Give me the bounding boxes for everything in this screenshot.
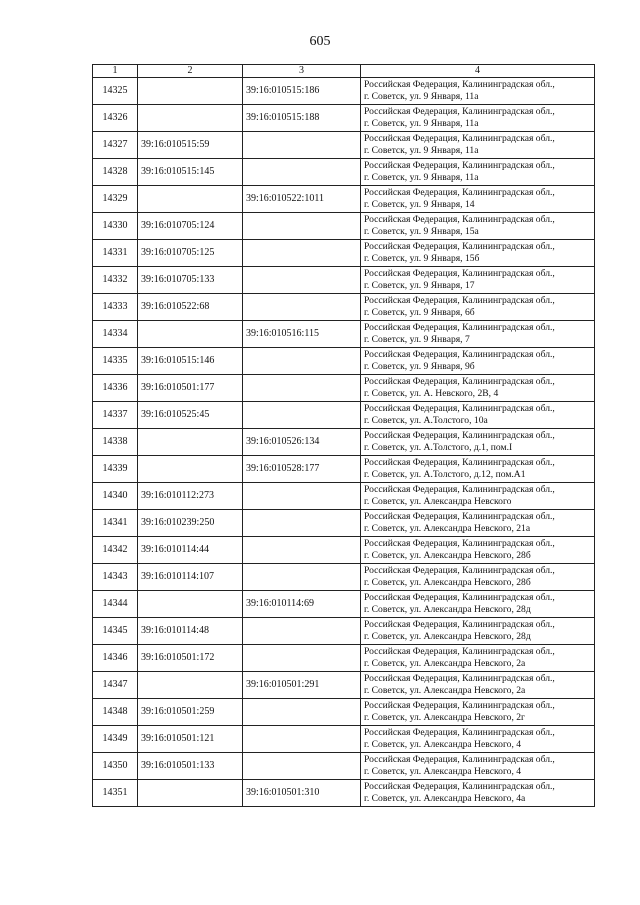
- table-row: [93, 483, 595, 510]
- address-cell: [361, 267, 595, 294]
- table-row: [93, 348, 595, 375]
- address-line-1: Российская Федерация, Калининградская обл.,: [364, 376, 555, 387]
- address-cell: [361, 672, 595, 699]
- cadastral-number-col2: [138, 429, 243, 456]
- cadastral-number-col3: [243, 726, 361, 753]
- cadastral-number-col2: 39:16:010114:48: [138, 618, 243, 645]
- page-number: 605: [309, 34, 331, 49]
- address-line-1: Российская Федерация, Калининградская обл.,: [364, 565, 555, 576]
- address-line-1: Российская Федерация, Калининградская обл.,: [364, 457, 555, 468]
- address-line-1: Российская Федерация, Калининградская обл.,: [364, 241, 555, 252]
- cadastral-number-col2: 39:16:010114:107: [138, 564, 243, 591]
- address-cell: [361, 618, 595, 645]
- address-line-1: Российская Федерация, Калининградская обл.,: [364, 754, 555, 765]
- address-cell: [361, 240, 595, 267]
- table-row: [93, 240, 595, 267]
- cadastral-number-col2: 39:16:010114:44: [138, 537, 243, 564]
- cadastral-number-col2: [138, 456, 243, 483]
- address-line-2: г. Советск, ул. Александра Невского, 21а: [364, 523, 531, 534]
- table-row: [93, 267, 595, 294]
- row-number: 14347: [93, 672, 138, 699]
- table-row: [93, 699, 595, 726]
- address-line-1: Российская Федерация, Калининградская обл.,: [364, 403, 555, 414]
- address-cell: [361, 348, 595, 375]
- address-line-1: Российская Федерация, Калининградская обл.,: [364, 214, 555, 225]
- cadastral-number-col3: 39:16:010114:69: [243, 591, 361, 618]
- address-line-2: г. Советск, ул. 9 Января, 11а: [364, 91, 479, 102]
- address-cell: [361, 375, 595, 402]
- cadastral-number-col3: [243, 564, 361, 591]
- cadastral-number-col2: 39:16:010501:259: [138, 699, 243, 726]
- header-row: [93, 65, 595, 78]
- address-line-2: г. Советск, ул. 9 Января, 7: [364, 334, 470, 345]
- address-line-1: Российская Федерация, Калининградская обл.,: [364, 430, 555, 441]
- row-number: 14338: [93, 429, 138, 456]
- cadastral-number-col2: 39:16:010515:59: [138, 132, 243, 159]
- cadastral-number-col2: 39:16:010525:45: [138, 402, 243, 429]
- row-number: 14339: [93, 456, 138, 483]
- row-number: 14349: [93, 726, 138, 753]
- cadastral-number-col2: [138, 186, 243, 213]
- cadastral-number-col2: 39:16:010705:125: [138, 240, 243, 267]
- address-line-2: г. Советск, ул. А.Толстого, 10а: [364, 415, 488, 426]
- column-header-4: 4: [361, 65, 595, 78]
- address-line-2: г. Советск, ул. 9 Января, 11а: [364, 118, 479, 129]
- table-row: [93, 591, 595, 618]
- table-row: [93, 726, 595, 753]
- address-cell: [361, 456, 595, 483]
- address-cell: [361, 591, 595, 618]
- cadastral-number-col2: 39:16:010239:250: [138, 510, 243, 537]
- address-cell: [361, 294, 595, 321]
- row-number: 14351: [93, 780, 138, 807]
- cadastral-number-col3: 39:16:010501:291: [243, 672, 361, 699]
- address-line-2: г. Советск, ул. Александра Невского, 4: [364, 739, 522, 750]
- address-cell: [361, 78, 595, 105]
- cadastral-number-col3: [243, 294, 361, 321]
- address-cell: [361, 132, 595, 159]
- row-number: 14327: [93, 132, 138, 159]
- cadastral-number-col2: [138, 672, 243, 699]
- address-line-2: г. Советск, ул. Александра Невского: [364, 496, 512, 507]
- address-cell: [361, 510, 595, 537]
- table-row: [93, 294, 595, 321]
- address-line-1: Российская Федерация, Калининградская обл.,: [364, 322, 555, 333]
- address-line-2: г. Советск, ул. Александра Невского, 4а: [364, 793, 526, 804]
- column-header-2: 2: [138, 65, 243, 78]
- table-row: [93, 105, 595, 132]
- row-number: 14348: [93, 699, 138, 726]
- address-line-2: г. Советск, ул. 9 Января, 14: [364, 199, 475, 210]
- table-row: [93, 429, 595, 456]
- table-row: [93, 321, 595, 348]
- address-line-2: г. Советск, ул. 9 Января, 11а: [364, 172, 479, 183]
- cadastral-number-col2: 39:16:010515:146: [138, 348, 243, 375]
- column-header-1: 1: [93, 65, 138, 78]
- address-cell: [361, 753, 595, 780]
- address-line-2: г. Советск, ул. 9 Января, 17: [364, 280, 475, 291]
- cadastral-number-col3: 39:16:010528:177: [243, 456, 361, 483]
- address-line-2: г. Советск, ул. 9 Января, 9б: [364, 361, 475, 372]
- address-cell: [361, 213, 595, 240]
- cadastral-number-col3: [243, 267, 361, 294]
- table-row: [93, 510, 595, 537]
- address-line-1: Российская Федерация, Калининградская обл.,: [364, 511, 555, 522]
- address-line-2: г. Советск, ул. Александра Невского, 2а: [364, 685, 526, 696]
- row-number: 14343: [93, 564, 138, 591]
- cadastral-number-col2: 39:16:010515:145: [138, 159, 243, 186]
- table-row: [93, 78, 595, 105]
- cadastral-number-col3: [243, 699, 361, 726]
- row-number: 14337: [93, 402, 138, 429]
- address-cell: [361, 699, 595, 726]
- address-line-1: Российская Федерация, Калининградская обл.,: [364, 781, 555, 792]
- address-cell: [361, 645, 595, 672]
- row-number: 14330: [93, 213, 138, 240]
- address-cell: [361, 483, 595, 510]
- row-number: 14329: [93, 186, 138, 213]
- cadastral-number-col2: 39:16:010705:133: [138, 267, 243, 294]
- cadastral-number-col3: 39:16:010516:115: [243, 321, 361, 348]
- cadastral-number-col3: [243, 240, 361, 267]
- table-row: [93, 672, 595, 699]
- address-line-1: Российская Федерация, Калининградская обл.,: [364, 187, 555, 198]
- row-number: 14344: [93, 591, 138, 618]
- table-row: [93, 645, 595, 672]
- address-line-1: Российская Федерация, Калининградская обл.,: [364, 106, 555, 117]
- address-line-1: Российская Федерация, Калининградская обл.,: [364, 727, 555, 738]
- cadastral-number-col3: [243, 645, 361, 672]
- row-number: 14335: [93, 348, 138, 375]
- table-row: [93, 186, 595, 213]
- table-row: [93, 753, 595, 780]
- cadastral-number-col2: [138, 321, 243, 348]
- address-cell: [361, 321, 595, 348]
- address-cell: [361, 726, 595, 753]
- cadastral-number-col3: [243, 510, 361, 537]
- cadastral-number-col2: [138, 78, 243, 105]
- address-line-2: г. Советск, ул. Александра Невского, 2а: [364, 658, 526, 669]
- cadastral-number-col3: [243, 375, 361, 402]
- cadastral-number-col3: [243, 402, 361, 429]
- row-number: 14345: [93, 618, 138, 645]
- table-row: [93, 402, 595, 429]
- address-line-2: г. Советск, ул. 9 Января, 6б: [364, 307, 475, 318]
- address-line-1: Российская Федерация, Калининградская обл.,: [364, 646, 555, 657]
- address-line-1: Российская Федерация, Калининградская обл.,: [364, 268, 555, 279]
- address-cell: [361, 186, 595, 213]
- cadastral-number-col2: 39:16:010501:133: [138, 753, 243, 780]
- cadastral-number-col3: [243, 483, 361, 510]
- address-line-1: Российская Федерация, Калининградская обл.,: [364, 295, 555, 306]
- cadastral-number-col3: 39:16:010501:310: [243, 780, 361, 807]
- register-table: [92, 64, 595, 807]
- address-line-1: Российская Федерация, Калининградская обл.,: [364, 700, 555, 711]
- cadastral-number-col3: [243, 753, 361, 780]
- row-number: 14331: [93, 240, 138, 267]
- address-line-2: г. Советск, ул. 9 Января, 15а: [364, 226, 479, 237]
- cadastral-number-col3: [243, 537, 361, 564]
- row-number: 14328: [93, 159, 138, 186]
- cadastral-number-col2: 39:16:010501:177: [138, 375, 243, 402]
- address-line-2: г. Советск, ул. Александра Невского, 28д: [364, 604, 531, 615]
- table-row: [93, 159, 595, 186]
- address-line-1: Российская Федерация, Калининградская обл.,: [364, 538, 555, 549]
- address-line-1: Российская Федерация, Калининградская обл.,: [364, 673, 555, 684]
- row-number: 14332: [93, 267, 138, 294]
- address-line-2: г. Советск, ул. Александра Невского, 4: [364, 766, 522, 777]
- address-line-2: г. Советск, ул. Александра Невского, 28д: [364, 631, 531, 642]
- address-line-2: г. Советск, ул. Александра Невского, 28б: [364, 550, 531, 561]
- row-number: 14341: [93, 510, 138, 537]
- cadastral-number-col3: [243, 213, 361, 240]
- cadastral-number-col3: 39:16:010522:1011: [243, 186, 361, 213]
- cadastral-number-col2: 39:16:010112:273: [138, 483, 243, 510]
- address-line-2: г. Советск, ул. А.Толстого, д.12, пом.А1: [364, 469, 526, 480]
- row-number: 14340: [93, 483, 138, 510]
- cadastral-number-col3: [243, 348, 361, 375]
- cadastral-number-col3: 39:16:010515:188: [243, 105, 361, 132]
- address-line-1: Российская Федерация, Калининградская обл.,: [364, 133, 555, 144]
- table-row: [93, 564, 595, 591]
- table-row: [93, 456, 595, 483]
- address-line-2: г. Советск, ул. 9 Января, 15б: [364, 253, 480, 264]
- row-number: 14333: [93, 294, 138, 321]
- address-line-1: Российская Федерация, Калининградская обл.,: [364, 79, 555, 90]
- cadastral-number-col2: [138, 591, 243, 618]
- address-line-1: Российская Федерация, Калининградская обл.,: [364, 592, 555, 603]
- table-row: [93, 780, 595, 807]
- table-row: [93, 132, 595, 159]
- address-line-2: г. Советск, ул. 9 Января, 11а: [364, 145, 479, 156]
- cadastral-number-col2: [138, 105, 243, 132]
- cadastral-number-col3: [243, 132, 361, 159]
- cadastral-number-col3: [243, 159, 361, 186]
- cadastral-number-col3: [243, 618, 361, 645]
- address-line-2: г. Советск, ул. А.Толстого, д.1, пом.I: [364, 442, 513, 453]
- row-number: 14336: [93, 375, 138, 402]
- address-line-2: г. Советск, ул. Александра Невского, 28б: [364, 577, 531, 588]
- row-number: 14334: [93, 321, 138, 348]
- table-row: [93, 375, 595, 402]
- row-number: 14325: [93, 78, 138, 105]
- address-line-1: Российская Федерация, Калининградская обл.,: [364, 160, 555, 171]
- cadastral-number-col2: 39:16:010705:124: [138, 213, 243, 240]
- table-body: [93, 78, 595, 807]
- address-cell: [361, 105, 595, 132]
- address-cell: [361, 564, 595, 591]
- address-line-1: Российская Федерация, Калининградская обл.,: [364, 484, 555, 495]
- row-number: 14326: [93, 105, 138, 132]
- row-number: 14346: [93, 645, 138, 672]
- cadastral-number-col3: 39:16:010515:186: [243, 78, 361, 105]
- address-cell: [361, 159, 595, 186]
- table-row: [93, 618, 595, 645]
- address-line-1: Российская Федерация, Калининградская обл.,: [364, 349, 555, 360]
- address-cell: [361, 537, 595, 564]
- cadastral-number-col2: 39:16:010522:68: [138, 294, 243, 321]
- row-number: 14350: [93, 753, 138, 780]
- row-number: 14342: [93, 537, 138, 564]
- table-row: [93, 537, 595, 564]
- cadastral-number-col2: 39:16:010501:121: [138, 726, 243, 753]
- address-cell: [361, 429, 595, 456]
- cadastral-number-col2: 39:16:010501:172: [138, 645, 243, 672]
- address-cell: [361, 402, 595, 429]
- column-header-3: 3: [243, 65, 361, 78]
- table-row: [93, 213, 595, 240]
- cadastral-number-col2: [138, 780, 243, 807]
- cadastral-number-col3: 39:16:010526:134: [243, 429, 361, 456]
- address-line-2: г. Советск, ул. Александра Невского, 2г: [364, 712, 525, 723]
- address-line-2: г. Советск, ул. А. Невского, 2В, 4: [364, 388, 499, 399]
- address-line-1: Российская Федерация, Калининградская обл.,: [364, 619, 555, 630]
- address-cell: [361, 780, 595, 807]
